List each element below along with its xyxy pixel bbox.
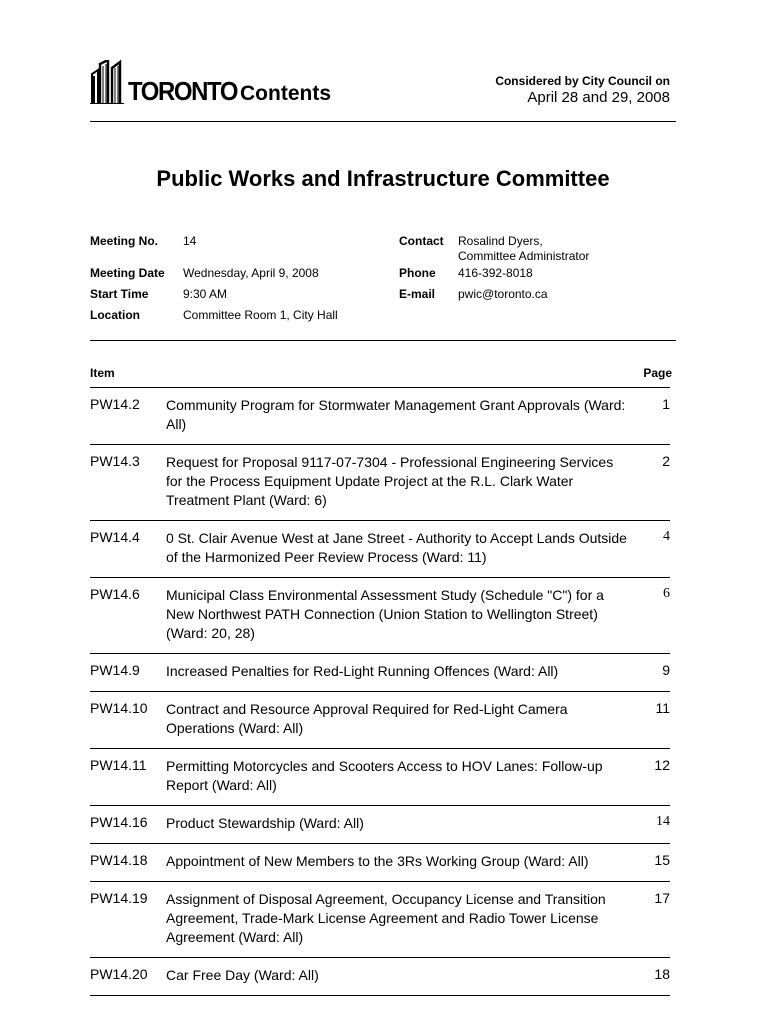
header-divider [90,121,676,122]
start-time-label: Start Time [90,287,149,301]
item-title[interactable]: Community Program for Stormwater Management Grant Approvals (Ward: All) [166,397,626,432]
council-label: Considered by City Council on [495,74,670,88]
contact-name: Rosalind Dyers, [458,234,543,248]
item-code: PW14.20 [90,966,148,982]
contents-table [90,388,670,996]
contents-title: Contents [240,82,331,105]
item-title[interactable]: Appointment of New Members to the 3Rs Working Group (Ward: All) [166,853,589,869]
item-page-number: 14 [656,814,670,829]
item-code: PW14.18 [90,852,148,868]
meeting-date: Wednesday, April 9, 2008 [183,266,319,280]
item-column-header: Item [90,366,115,380]
item-code: PW14.2 [90,396,140,412]
table-row[interactable] [90,882,670,958]
toronto-logo [90,60,247,104]
council-dates: April 28 and 29, 2008 [527,89,670,106]
phone: 416-392-8018 [458,266,533,280]
item-code: PW14.16 [90,814,148,830]
start-time: 9:30 AM [183,287,228,301]
table-row[interactable] [90,445,670,521]
item-title[interactable]: Increased Penalties for Red-Light Running Offences (Ward: All) [166,663,559,679]
item-page-number: 1 [662,396,670,412]
email-label: E-mail [399,287,436,301]
table-row[interactable] [90,521,670,578]
page-column-header: Page [643,366,672,380]
item-code: PW14.6 [90,586,140,602]
item-page-number: 4 [663,529,670,544]
item-page-number: 12 [654,757,670,773]
item-code: PW14.19 [90,890,148,906]
location-label: Location [90,308,140,322]
item-title[interactable]: Municipal Class Environmental Assessment Study (Schedule "C") for a New Northwest PATH Connection (Union Station to Wellington Street) (Ward: 20, 28) [166,587,604,641]
table-row[interactable] [90,806,670,844]
table-row[interactable] [90,844,670,882]
item-title[interactable]: Assignment of Disposal Agreement, Occupancy License and Transition Agreement, Trade-Mark License Agreement and Radio Tower License Agreement (Ward: All) [166,891,606,945]
item-code: PW14.4 [90,529,140,545]
details-divider [90,340,676,341]
table-row[interactable] [90,578,670,654]
item-page-number: 2 [662,453,670,469]
contact-role: Committee Administrator [458,249,590,263]
item-page-number: 17 [654,890,670,906]
item-title[interactable]: Contract and Resource Approval Required for Red-Light Camera Operations (Ward: All) [166,701,568,736]
table-row[interactable] [90,692,670,749]
meeting-date-label: Meeting Date [90,266,165,280]
item-title[interactable]: 0 St. Clair Avenue West at Jane Street - Authority to Accept Lands Outside of the Harmonized Peer Review Process (Ward: 11) [166,530,627,565]
meeting-number: 14 [183,234,197,248]
page-header [90,58,676,122]
item-code: PW14.10 [90,700,148,716]
item-title[interactable]: Request for Proposal 9117-07-7304 - Professional Engineering Services for the Process Equipment Update Project at the R.L. Clark Water Treatment Plant (Ward: 6) [166,454,614,508]
contact-label: Contact [399,234,444,248]
phone-label: Phone [399,266,436,280]
item-page-number: 9 [662,662,670,678]
table-row[interactable] [90,388,670,445]
item-title[interactable]: Permitting Motorcycles and Scooters Access to HOV Lanes: Follow-up Report (Ward: All) [166,758,603,793]
table-row[interactable] [90,749,670,806]
item-code: PW14.9 [90,662,140,678]
item-page-number: 6 [663,586,670,601]
logo-text: TORONTO [128,76,238,106]
item-page-number: 11 [655,700,670,716]
item-page-number: 18 [654,966,670,982]
item-title[interactable]: Product Stewardship (Ward: All) [166,815,364,831]
city-hall-icon [90,60,126,104]
meeting-number-label: Meeting No. [90,234,158,248]
table-row[interactable] [90,654,670,692]
committee-title: Public Works and Infrastructure Committee [156,166,610,191]
item-code: PW14.11 [90,757,147,773]
location: Committee Room 1, City Hall [183,308,338,322]
email-link[interactable]: pwic@toronto.ca [458,287,548,301]
item-code: PW14.3 [90,453,140,469]
item-page-number: 15 [654,852,670,868]
table-row[interactable] [90,958,670,996]
item-title[interactable]: Car Free Day (Ward: All) [166,967,319,983]
